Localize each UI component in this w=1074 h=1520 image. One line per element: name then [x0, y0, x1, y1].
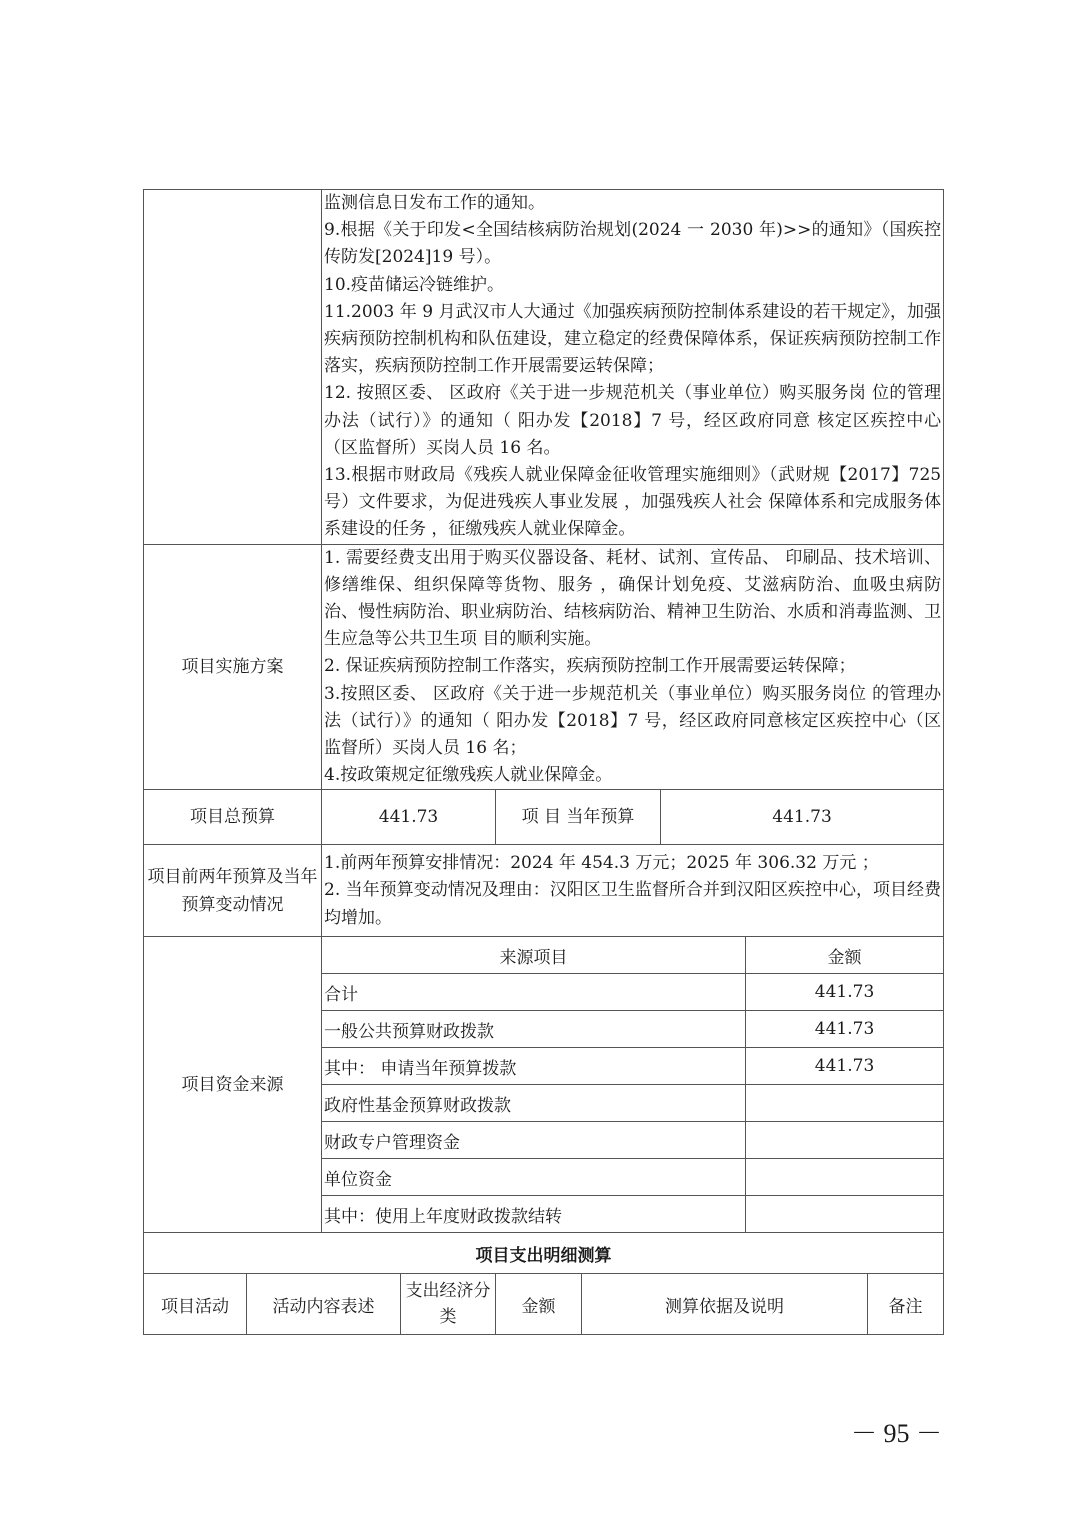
header-content: 活动内容表述	[247, 1274, 401, 1335]
basis-row	[144, 190, 944, 545]
funding-amount: 441.73	[746, 1048, 944, 1085]
prior-line: 2. 当年预算变动情况及理由：汉阳区卫生监督所合并到汉阳区疾控中心，项目经费均增加。	[324, 880, 942, 928]
implementation-text-cell	[322, 544, 944, 790]
implementation-line: 2. 保证疾病预防控制工作落实，疾病预防控制工作开展需要运转保障；	[324, 656, 856, 677]
detail-title: 项目支出明细测算	[144, 1233, 944, 1274]
basis-text-cell	[322, 190, 944, 545]
prior-years-row	[144, 845, 944, 937]
current-budget-value: 441.73	[661, 790, 944, 845]
prior-line: 1.前两年预算安排情况：2024 年 454.3 万元；2025 年 306.32 万元 ；	[324, 853, 879, 874]
implementation-line: 3.按照区委、 区政府《关于进一步规范机关（事业单位）购买服务岗位 的管理办法（试行）》的通知（ 阳办发【2018】7 号，经区政府同意核定区疾控中心（区监督所）买岗人员 16 名；	[324, 683, 942, 759]
basis-line: 11.2003 年 9 月武汉市人大通过《加强疾病预防控制体系建设的若干规定》，加强疾病预防控制机构和队伍建设，建立稳定的经费保障体系，保证疾病预防控制工作落实，疾病预防控制工作开展需要运转保障；	[324, 301, 942, 377]
funding-amount	[746, 1122, 944, 1159]
budget-row	[144, 790, 944, 845]
current-budget-label: 项 目 当年预算	[496, 790, 661, 845]
funding-source-name: 其中：使用上年度财政拨款结转	[322, 1196, 746, 1233]
total-budget-value: 441.73	[322, 790, 496, 845]
funding-header-amount: 金额	[746, 937, 944, 974]
funding-source-name: 财政专户管理资金	[322, 1122, 746, 1159]
page-number: － 95 －	[850, 1419, 942, 1448]
header-category: 支出经济分类	[401, 1274, 496, 1335]
header-amount: 金额	[496, 1274, 582, 1335]
header-activity: 项目活动	[144, 1274, 247, 1335]
implementation-line: 1. 需要经费支出用于购买仪器设备、耗材、试剂、宣传品、 印刷品、技术培训、修缮维保、组织保障等货物、服务 ，确保计划免疫、艾滋病防治、血吸虫病防治、慢性病防治、职业病防治、结核病防治、精神卫生防治、水质和消毒监测、卫生应急等公共卫生项 目的顺利实施。	[324, 547, 942, 650]
detail-title-row	[144, 1233, 944, 1274]
basis-line: 12. 按照区委、 区政府《关于进一步规范机关（事业单位）购买服务岗 位的管理办法（试行）》的通知（ 阳办发【2018】7 号，经区政府同意 核定区疾控中心（区监督所）买岗人员 16 名。	[324, 383, 942, 458]
project-budget-table	[143, 189, 944, 1335]
implementation-line: 4.按政策规定征缴残疾人就业保障金。	[324, 765, 613, 786]
funding-source-name: 其中： 申请当年预算拨款	[322, 1048, 746, 1085]
funding-amount: 441.73	[746, 1011, 944, 1048]
basis-label-cell	[144, 190, 322, 545]
funding-source-name: 一般公共预算财政拨款	[322, 1011, 746, 1048]
header-note: 备注	[868, 1274, 944, 1335]
prior-years-label: 项目前两年预算及当年预算变动情况	[144, 845, 322, 937]
funding-header-row	[144, 937, 944, 974]
implementation-label: 项目实施方案	[144, 544, 322, 790]
basis-line: 监测信息日发布工作的通知。	[324, 193, 545, 213]
header-basis: 测算依据及说明	[582, 1274, 868, 1335]
basis-line: 13.根据市财政局《残疾人就业保障金征收管理实施细则》（武财规【2017】725 号）文件要求，为促进残疾人事业发展 ，加强残疾人社会 保障体系和完成服务体系建设的任务 ，征缴残疾人就业保障金。	[324, 465, 942, 540]
basis-line: 10.疫苗储运冷链维护。	[324, 274, 505, 295]
funding-amount	[746, 1196, 944, 1233]
funding-source-name: 单位资金	[322, 1159, 746, 1196]
basis-line: 9.根据《关于印发<全国结核病防治规划(2024 一 2030 年)>>的通知》（国疾控传防发[2024]19 号）。	[324, 220, 942, 268]
funding-amount: 441.73	[746, 974, 944, 1011]
funding-source-name: 政府性基金预算财政拨款	[322, 1085, 746, 1122]
implementation-row	[144, 544, 944, 790]
funding-header-source: 来源项目	[322, 937, 746, 974]
funding-amount	[746, 1159, 944, 1196]
prior-years-text-cell	[322, 845, 944, 937]
funding-amount	[746, 1085, 944, 1122]
funding-label: 项目资金来源	[144, 937, 322, 1233]
total-budget-label: 项目总预算	[144, 790, 322, 845]
detail-header-row	[144, 1274, 944, 1335]
funding-source-name: 合计	[322, 974, 746, 1011]
